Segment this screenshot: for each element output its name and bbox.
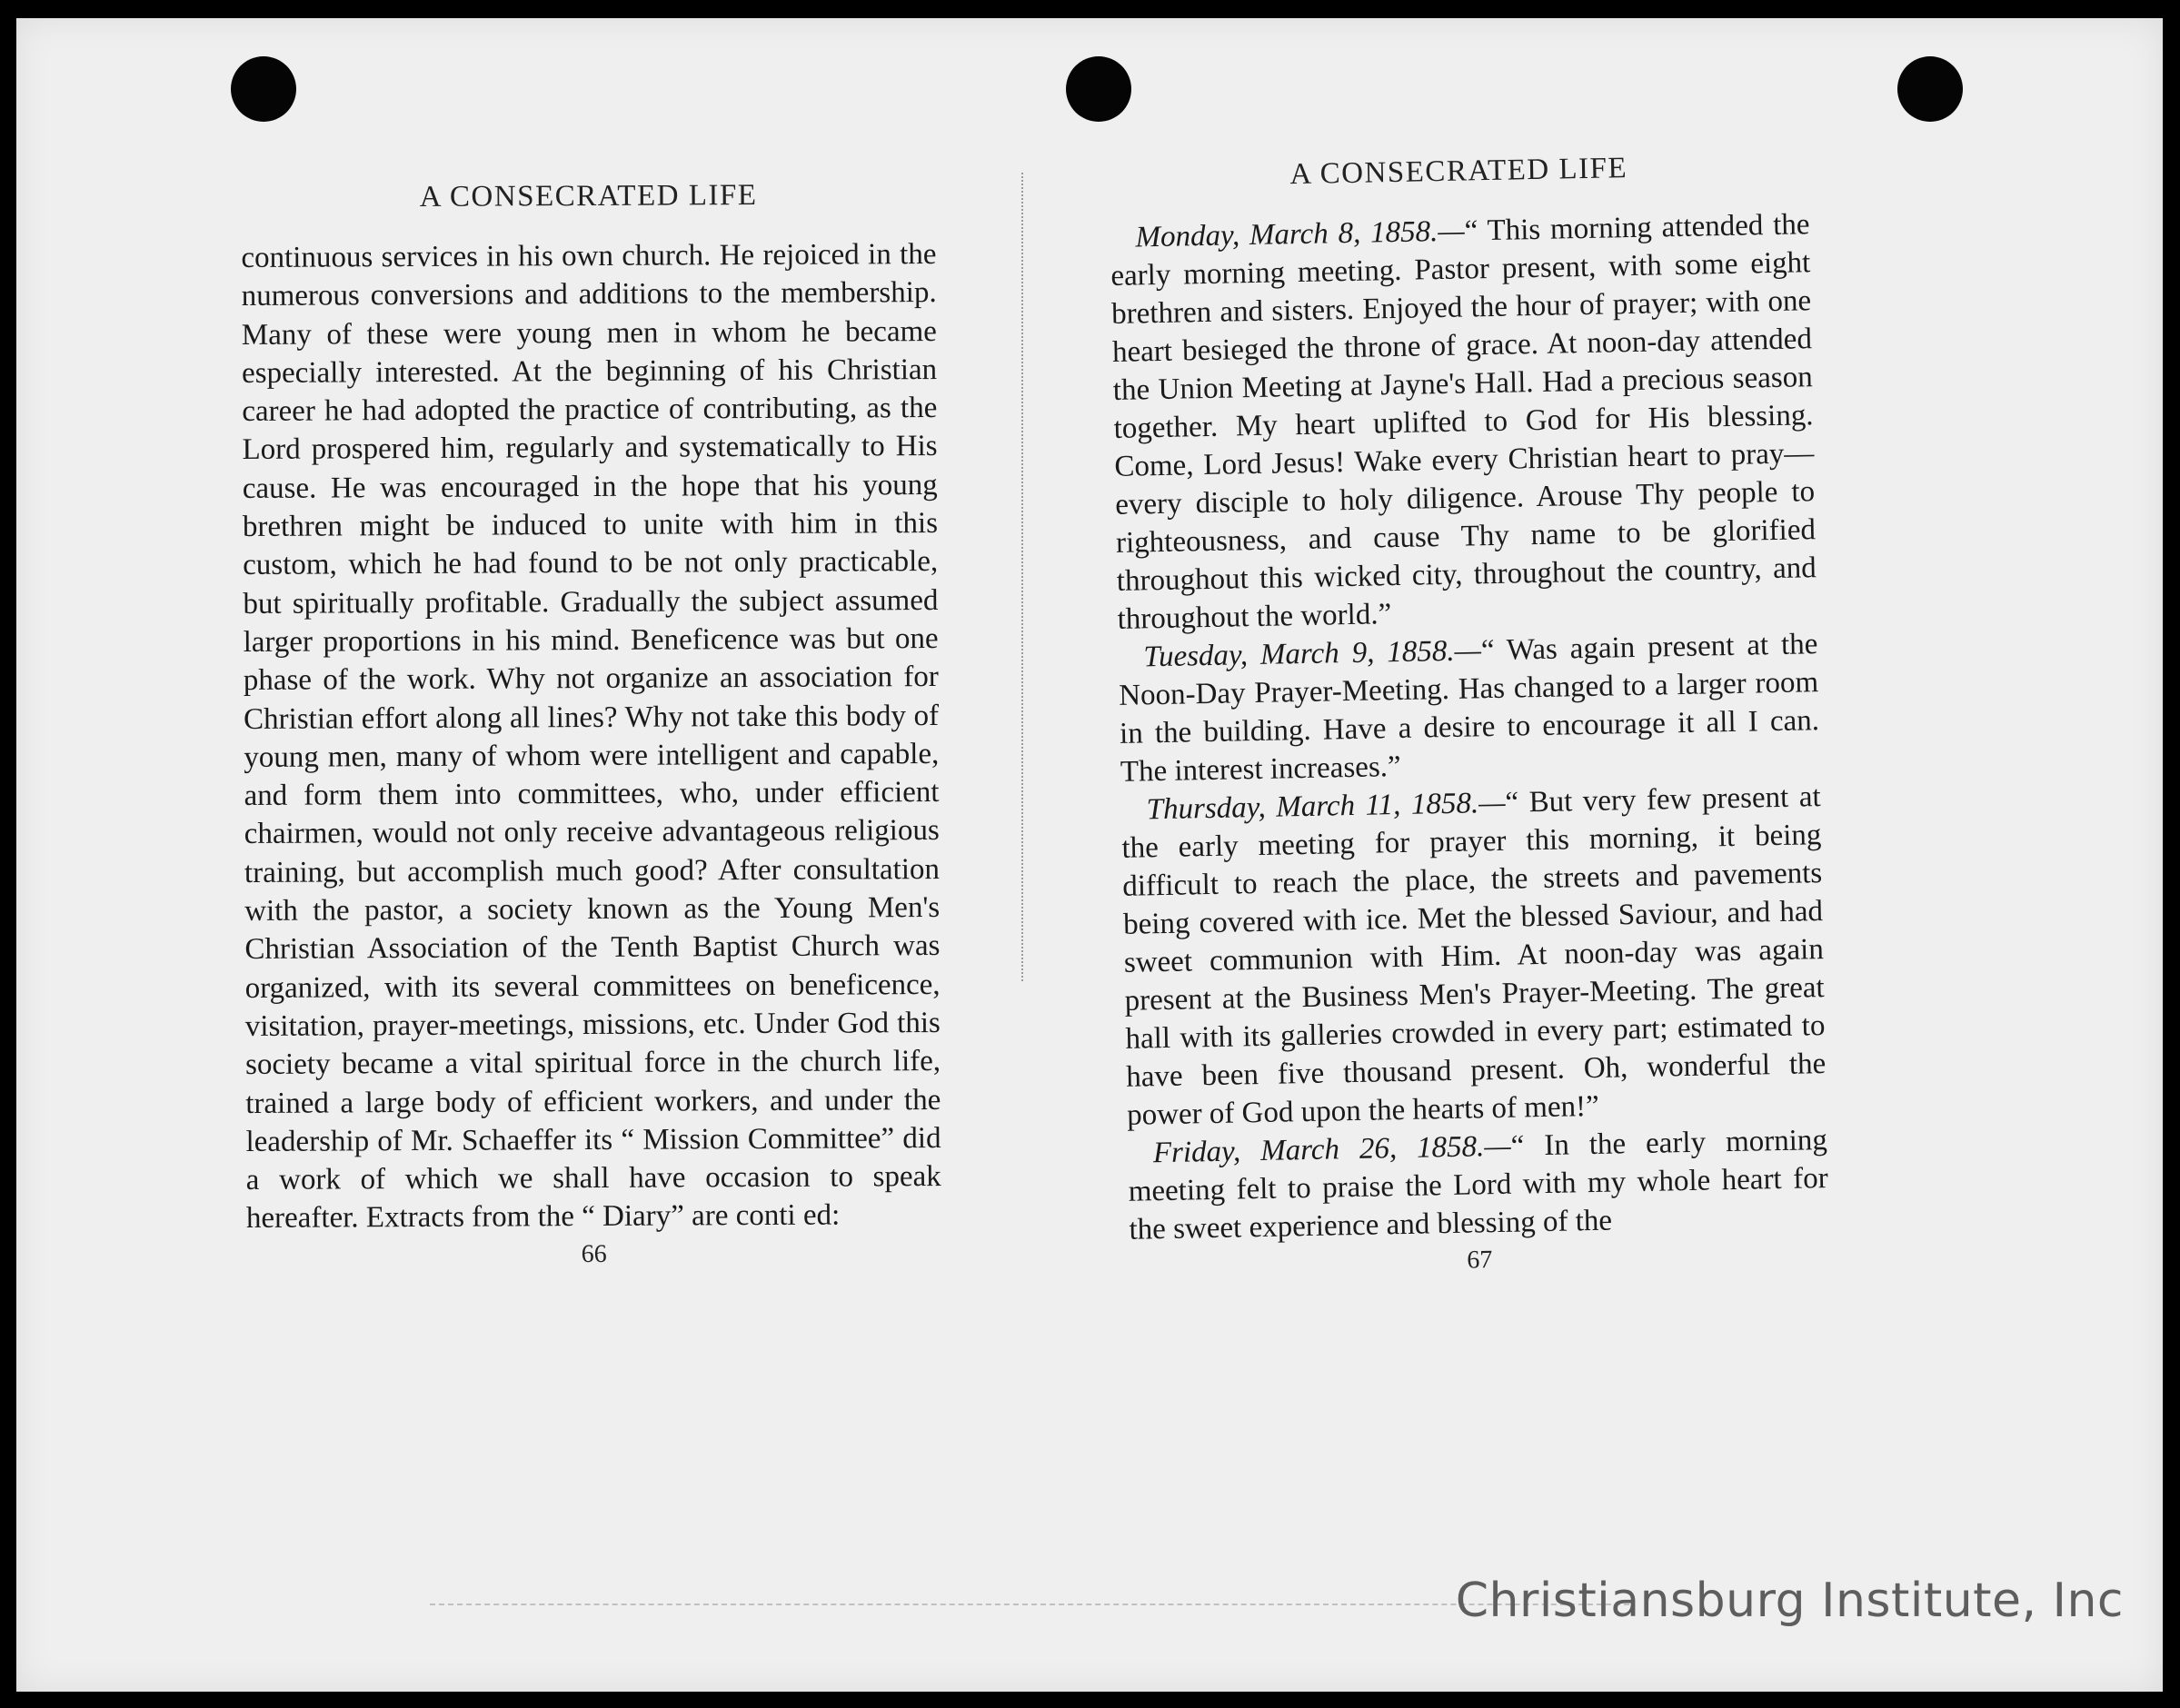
center-fold-line [1021, 173, 1023, 981]
left-running-head: A CONSECRATED LIFE [419, 179, 758, 214]
diary-entry [1118, 625, 1820, 791]
right-page [1109, 148, 1830, 1282]
right-page-number: 67 [1466, 1246, 1493, 1275]
diary-entry-date: Thursday, March 11, 1858.— [1146, 786, 1506, 827]
binder-hole-right [1897, 56, 1963, 122]
diary-entry [1120, 778, 1827, 1135]
left-page-number: 66 [581, 1239, 607, 1268]
diary-entry-date: Friday, March 26, 1858.— [1152, 1129, 1512, 1170]
diary-entry-text: “ But very few present at the early meeting for prayer this morning, it being difficult to reach the place, the streets and pavements being covered with ice. Met the blessed Saviour, and had sweet communion with Him. At noon-day was again present at the Business Men's Prayer-Meeting. The great hall with its galleries crowded in every part; estimated to have been five thousand present. Oh, wonderful the power of God upon the hearts of men!” [1121, 780, 1827, 1132]
binder-hole-left [231, 56, 296, 122]
diary-entry-text: “ In the early morning meeting felt to praise the Lord with my whole heart for the sweet experience and blessing of the [1128, 1124, 1828, 1246]
diary-entry [1110, 205, 1817, 639]
diary-entry-date: Tuesday, March 9, 1858.— [1143, 634, 1482, 674]
binder-hole-center [1066, 56, 1131, 122]
diary-entry [1128, 1121, 1829, 1249]
right-running-head: A CONSECRATED LIFE [1289, 152, 1628, 192]
diary-entry-text: “ Was again present at the Noon-Day Prayer-Meeting. Has changed to a larger room in the building. Have a desire to encourage it all I can. The interest increases.” [1118, 628, 1820, 789]
watermark-text: Christiansburg Institute, Inc [1455, 1574, 2124, 1628]
scan-speckle-line [430, 1604, 1629, 1609]
diary-entry-date: Monday, March 8, 1858.— [1135, 214, 1465, 254]
left-page [241, 178, 941, 1271]
left-page-text: continuous services in his own church. He rejoiced in the numerous conversions and additions to the membership. Many of these were young men in whom he became especially interested. At the beginning of his Christian career he had adopted the practice of contributing, as the Lord prospered him, regularly and systematically to His cause. He was encouraged in the hope that his young brethren might be induced to unite with him in this custom, which he had found to be not only practicable, but spiritually profitable. Gradually the subject assumed larger proportions in his mind. Beneficence was but one phase of the work. Why not organize an association for Christian effort along all lines? Why not take this body of young men, many of whom were intelligent and capable, and form them into committees, who, under efficient chairmen, would not only receive advantageous religious training, but accomplish much good? After consultation with the pastor, a society known as the Young Men's Christian Association of the Tenth Baptist Church was organized, with its several committees on beneficence, visitation, prayer-meetings, missions, etc. Under God this society became a vital spiritual force in the church life, trained a large body of efficient workers, and under the leadership of Mr. Schaeffer its “ Mission Committee” did a work of which we shall have occasion to speak hereafter. Extracts from the “ Diary” are conti ed: [241, 237, 941, 1236]
diary-entry-text: “ This morning attended the early morning meeting. Pastor present, with some eight brethren and sisters. Enjoyed the hour of prayer; with one heart besieged the throne of grace. At noon-day attended the Union Meeting at Jayne's Hall. Had a precious season together. My heart uplifted to God for His blessing. Come, Lord Jesus! Wake every Christian heart to pray—every disciple to holy diligence. Arouse Thy people to righteousness, and cause Thy name to be glorified throughout this wicked city, throughout the country, and throughout the world.” [1110, 208, 1817, 636]
